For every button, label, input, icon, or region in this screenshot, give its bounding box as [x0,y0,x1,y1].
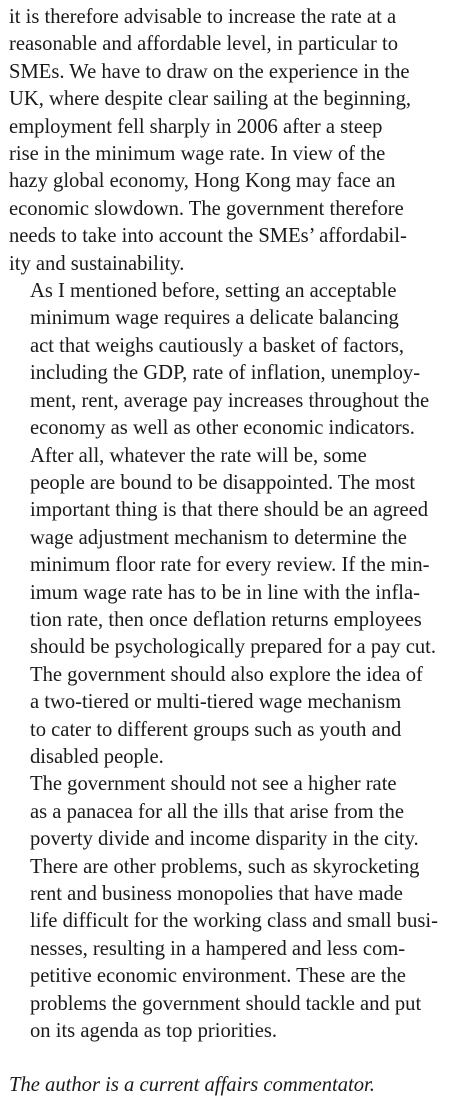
text-line: petitive economic environment. These are the [30,965,406,988]
text-line: rise in the minimum wage rate. In view of the [9,143,386,166]
text-line: The government should also explore the idea of [30,663,423,686]
text-line: people are bound to be disappointed. The most [30,471,416,494]
text-line: tion rate, then once deflation returns employees [30,608,422,631]
text-line: it is therefore advisable to increase the rate at a [9,6,397,28]
text-line: wage adjustment mechanism to determine the [30,526,407,549]
article-paragraphs [9,4,452,1045]
text-line: economic slowdown. The government therefore [9,197,404,220]
article-paragraph [9,278,452,442]
text-line: As I mentioned before, setting an acceptable [30,280,397,303]
text-line: life difficult for the working class and small busi- [30,910,438,933]
text-line: disabled people. [30,745,164,768]
text-line: important thing is that there should be an agreed [30,499,429,522]
text-line: ity and sustainability. [9,252,185,275]
text-line: After all, whatever the rate will be, some [30,444,367,467]
text-line: act that weighs cautiously a basket of factors, [30,334,404,357]
text-line: minimum wage requires a delicate balancing [30,307,399,330]
text-line: SMEs. We have to draw on the experience in the [9,60,410,83]
text-line: rent and business monopolies that have made [30,883,403,905]
article-paragraph [9,4,452,278]
text-line: There are other problems, such as skyrocketing [30,855,420,878]
text-line: The government should not see a higher rate [30,773,397,796]
text-line: poverty divide and income disparity in the city. [30,828,419,851]
author-note: The author is a current affairs commentator. [9,1074,375,1097]
text-line: on its agenda as top priorities. [30,1020,278,1043]
text-line: employment fell sharply in 2006 after a steep [9,115,383,138]
text-line: needs to take into account the SMEs’ affordabil- [9,225,407,248]
text-line: to cater to different groups such as youth and [30,718,402,741]
text-line: including the GDP, rate of inflation, unemploy- [30,362,421,385]
text-line: hazy global economy, Hong Kong may face an [9,170,396,193]
text-line: a two-tiered or multi-tiered wage mechanism [30,691,402,714]
text-line: should be psychologically prepared for a pay cut. [30,636,437,659]
article-paragraph [9,771,452,1045]
text-line: imum wage rate has to be in line with the infla- [30,581,421,604]
text-line: UK, where despite clear sailing at the beginning, [9,88,412,111]
text-line: ment, rent, average pay increases throughout the [30,389,430,412]
text-line: minimum floor rate for every review. If the min- [30,554,430,577]
text-line: as a panacea for all the ills that arise from the [30,800,404,823]
text-line: economy as well as other economic indicators. [30,417,415,440]
text-line: problems the government should tackle and put [30,992,422,1015]
text-line: nesses, resulting in a hampered and less com- [30,937,406,960]
article-paragraph [9,443,452,772]
text-line: reasonable and affordable level, in particular to [9,33,399,56]
